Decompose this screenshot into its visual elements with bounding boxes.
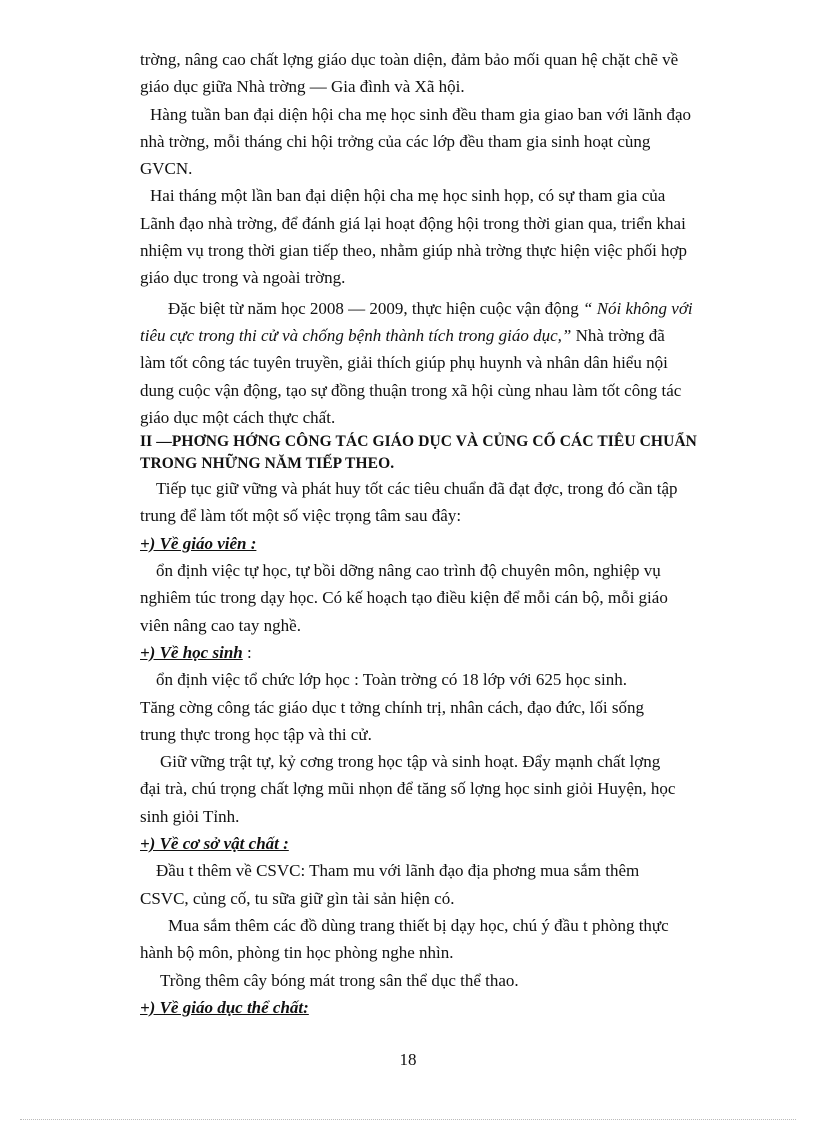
text-line: nhiệm vụ trong thời gian tiếp theo, nhằm giúp nhà trờng thực hiện việc phối hợp bbox=[140, 241, 688, 261]
text-line: làm tốt công tác tuyên truyền, giải thích giúp phụ huynh và nhân dân hiểu nội bbox=[140, 353, 668, 373]
text-line: Trồng thêm cây bóng mát trong sân thể dục thể thao. bbox=[160, 970, 519, 990]
subheading-label: +) Về học sinh bbox=[140, 642, 243, 662]
quote-span: “ Nói không với bbox=[583, 298, 693, 318]
text-line: CSVC, củng cố, tu sữa giữ gìn tài sản hiện có. bbox=[140, 888, 455, 908]
subheading-pe bbox=[140, 994, 750, 1021]
text-line: Hàng tuần ban đại diện hội cha mẹ học sinh đều tham gia giao ban với lãnh đạo bbox=[150, 104, 692, 124]
text-line: giáo dục một cách thực chất. bbox=[140, 407, 336, 427]
text-line: giáo dục trong và ngoài trờng. bbox=[140, 268, 346, 288]
text-line: giáo dục giữa Nhà trờng — Gia đình và Xã hội. bbox=[140, 77, 465, 97]
text-line bbox=[140, 295, 750, 322]
subheading-label: +) Về giáo dục thể chất: bbox=[140, 997, 309, 1017]
text-line: trung thực trong học tập và thi cử. bbox=[140, 724, 372, 744]
text-line: dung cuộc vận động, tạo sự đồng thuận trong xã hội cùng nhau làm tốt công tác bbox=[140, 380, 682, 400]
subheading-student bbox=[140, 639, 750, 666]
text-line: viên nâng cao tay nghề. bbox=[140, 615, 301, 635]
text-line: trung để làm tốt một số việc trọng tâm sau đây: bbox=[140, 506, 462, 526]
text-line: Tiếp tục giữ vững và phát huy tốt các tiêu chuẩn đã đạt đợc, trong đó cần tập bbox=[156, 479, 678, 499]
subheading-tail: : bbox=[242, 642, 252, 662]
page-number: 18 bbox=[399, 1050, 417, 1069]
subheading-teacher bbox=[140, 530, 750, 557]
text-line: Lãnh đạo nhà trờng, để đánh giá lại hoạt động hội trong thời gian qua, triển khai bbox=[140, 213, 686, 233]
text-line: Tăng cờng công tác giáo dục t tởng chính trị, nhân cách, đạo đức, lối sống bbox=[140, 697, 644, 717]
subheading-label: +) Về giáo viên : bbox=[140, 533, 257, 553]
page-body bbox=[140, 46, 750, 1021]
text-line: hành bộ môn, phòng tin học phòng nghe nhìn. bbox=[140, 943, 454, 963]
text-span: Đặc biệt từ năm học 2008 — 2009, thực hiện cuộc vận động bbox=[168, 298, 579, 318]
text-line: ổn định việc tổ chức lớp học : Toàn trờng có 18 lớp với 625 học sinh. bbox=[156, 670, 627, 690]
text-line: nghiêm túc trong dạy học. Có kế hoạch tạo điều kiện để mỗi cán bộ, mỗi giáo bbox=[140, 588, 668, 608]
text-line: sinh giỏi Tỉnh. bbox=[140, 806, 240, 826]
text-span: Nhà trờng đã bbox=[571, 325, 665, 345]
section-heading: II —PHƠNG HỚNG CÔNG TÁC GIÁO DỤC VÀ CỦNG CỐ CÁC TIÊU CHUẨN bbox=[140, 433, 697, 451]
section-heading: TRONG NHỮNG NĂM TIẾP THEO. bbox=[140, 455, 395, 473]
text-line: trờng, nâng cao chất lợng giáo dục toàn diện, đảm bảo mối quan hệ chặt chẽ về bbox=[140, 50, 679, 69]
text-line: Mua sắm thêm các đồ dùng trang thiết bị dạy học, chú ý đầu t phòng thực bbox=[168, 915, 669, 935]
page-bottom-rule bbox=[20, 1119, 796, 1120]
text-line: ổn định việc tự học, tự bồi dỡng nâng cao trình độ chuyên môn, nghiệp vụ bbox=[156, 561, 661, 581]
text-line: Đầu t thêm về CSVC: Tham mu với lãnh đạo địa phơng mua sắm thêm bbox=[156, 861, 640, 881]
text-line: GVCN. bbox=[140, 159, 193, 179]
text-line: đại trà, chú trọng chất lợng mũi nhọn để tăng số lợng học sinh giỏi Huyện, học bbox=[140, 779, 676, 799]
quote-span: tiêu cực trong thi cử và chống bệnh thành tích trong giáo dục,” bbox=[140, 325, 572, 345]
text-line: Giữ vững trật tự, kỷ cơng trong học tập và sinh hoạt. Đẩy mạnh chất lợng bbox=[160, 752, 661, 772]
text-line: nhà trờng, mỗi tháng chi hội trởng của các lớp đều tham gia sinh hoạt cùng bbox=[140, 131, 651, 151]
subheading-label: +) Về cơ sở vật chất : bbox=[140, 834, 289, 854]
text-line: Hai tháng một lần ban đại diện hội cha mẹ học sinh họp, có sự tham gia của bbox=[150, 186, 666, 206]
subheading-facility bbox=[140, 830, 750, 857]
text-line bbox=[140, 322, 750, 349]
